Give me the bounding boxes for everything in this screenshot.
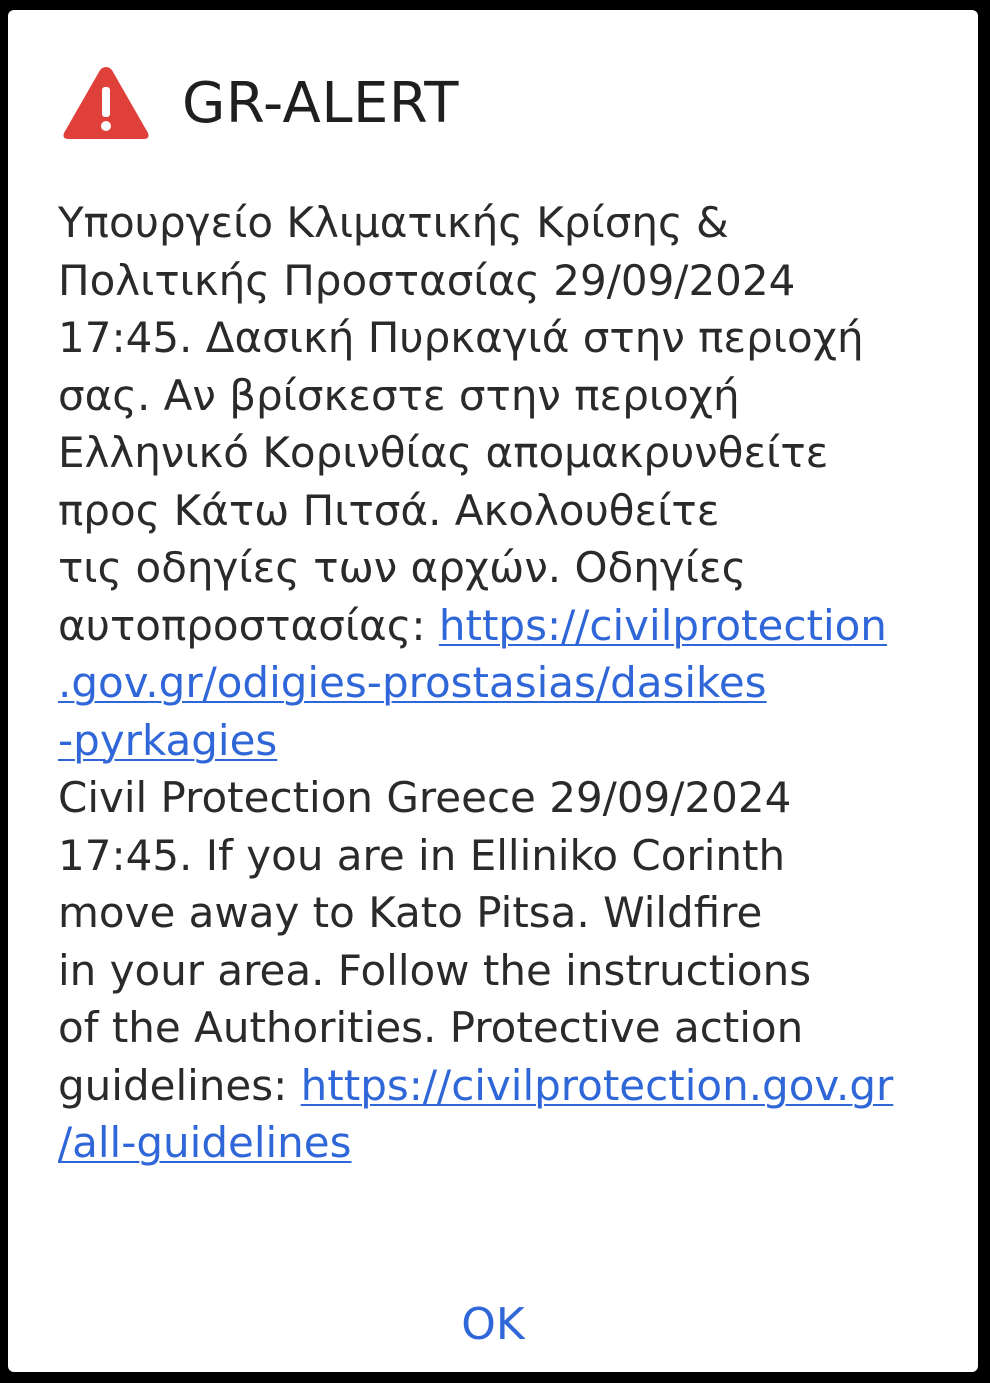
warning-triangle-icon bbox=[60, 63, 152, 143]
message-line bbox=[58, 1114, 958, 1172]
message-line: Πολιτικής Προστασίας 29/09/2024 bbox=[58, 255, 796, 305]
message-line: Civil Protection Greece 29/09/2024 bbox=[58, 773, 792, 822]
greek-guidelines-link[interactable]: https://civilprotection bbox=[438, 600, 887, 650]
alert-message bbox=[58, 194, 958, 1172]
message-line: Ελληνικό Κορινθίας απομακρυνθείτε bbox=[58, 428, 829, 477]
message-line: move away to Kato Pitsa. Wildfire bbox=[58, 888, 763, 937]
english-guidelines-link-end[interactable]: /all-guidelines bbox=[58, 1118, 352, 1167]
message-line: προς Κάτω Πιτσά. Ακολουθείτε bbox=[58, 485, 720, 535]
english-link-prefix: guidelines: bbox=[58, 1060, 301, 1110]
greek-guidelines-link-cont[interactable]: .gov.gr/odigies-prostasias/dasikes bbox=[58, 658, 767, 707]
message-line: τις οδηγίες των αρχών. Οδηγίες bbox=[58, 543, 747, 592]
message-line bbox=[58, 712, 958, 770]
message-line: in your area. Follow the instructions bbox=[58, 945, 812, 995]
message-line bbox=[58, 597, 958, 655]
message-line: 17:45. If you are in Elliniko Corinth bbox=[58, 830, 786, 880]
message-line: of the Authorities. Protective action bbox=[58, 1003, 804, 1052]
alert-dialog bbox=[8, 10, 978, 1372]
message-line: σας. Αν βρίσκεστε στην περιοχή bbox=[58, 370, 740, 420]
dialog-header bbox=[60, 58, 459, 148]
message-line: Υπουργείο Κλιματικής Κρίσης & bbox=[58, 198, 729, 247]
english-guidelines-link[interactable]: https://civilprotection.gov.gr bbox=[300, 1060, 894, 1110]
message-line bbox=[58, 654, 958, 712]
ok-button[interactable]: OK bbox=[423, 1291, 563, 1358]
message-line bbox=[58, 1057, 958, 1115]
greek-link-prefix: αυτοπροστασίας: bbox=[58, 600, 439, 650]
greek-guidelines-link-end[interactable]: -pyrkagies bbox=[58, 715, 278, 765]
message-line: 17:45. Δασική Πυρκαγιά στην περιοχή bbox=[58, 313, 864, 362]
dialog-title: GR-ALERT bbox=[182, 70, 459, 136]
